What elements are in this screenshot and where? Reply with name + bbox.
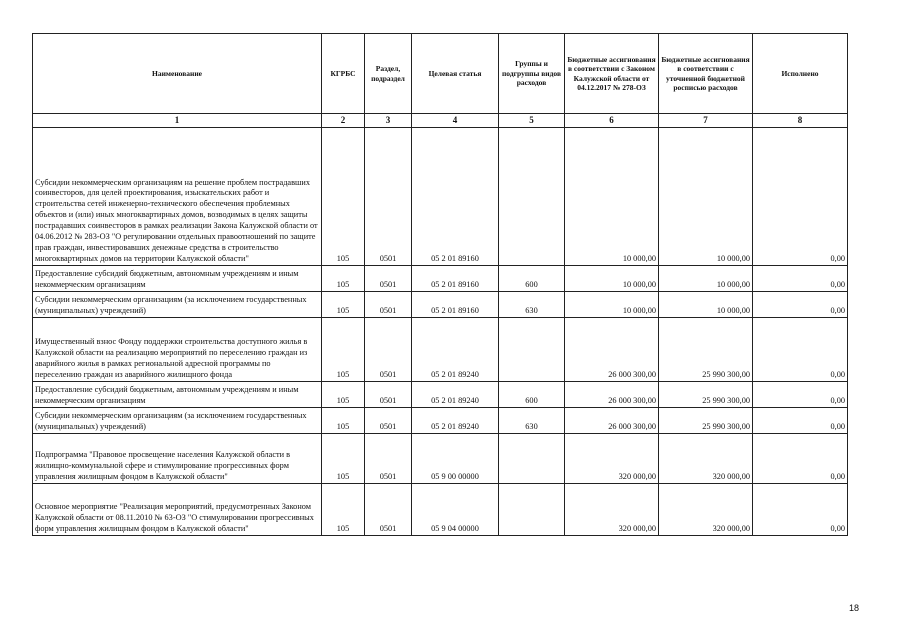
row-name: Предоставление субсидий бюджетным, автономным учреждениям и иным некоммерческим организациям: [33, 266, 322, 292]
row-name: Субсидии некоммерческим организациям (за исключением государственных (муниципальных) учреждений): [33, 408, 322, 434]
row-kgrbs: 105: [322, 382, 365, 408]
row-refined: 25 990 300,00: [659, 382, 753, 408]
row-group: 600: [499, 382, 565, 408]
row-group: [499, 484, 565, 536]
row-kgrbs: 105: [322, 266, 365, 292]
row-executed: 0,00: [753, 484, 848, 536]
table-row: [33, 318, 848, 382]
row-law: 26 000 300,00: [565, 318, 659, 382]
row-section: 0501: [365, 318, 412, 382]
row-refined: 320 000,00: [659, 484, 753, 536]
row-law: 26 000 300,00: [565, 382, 659, 408]
row-kgrbs: 105: [322, 408, 365, 434]
row-section: 0501: [365, 434, 412, 484]
row-law: 26 000 300,00: [565, 408, 659, 434]
row-refined: 10 000,00: [659, 292, 753, 318]
row-kgrbs: 105: [322, 434, 365, 484]
row-group: 600: [499, 266, 565, 292]
row-executed: 0,00: [753, 292, 848, 318]
header-budget-refined: Бюджетные ассигнования в соответствии с уточненной бюджетной росписью расходов: [659, 34, 753, 114]
table-row: [33, 408, 848, 434]
row-kgrbs: 105: [322, 484, 365, 536]
row-executed: 0,00: [753, 408, 848, 434]
row-refined: 25 990 300,00: [659, 318, 753, 382]
row-kgrbs: 105: [322, 318, 365, 382]
row-executed: 0,00: [753, 318, 848, 382]
row-refined: 10 000,00: [659, 266, 753, 292]
row-group: 630: [499, 292, 565, 318]
header-executed: Исполнено: [753, 34, 848, 114]
row-section: 0501: [365, 382, 412, 408]
col-number: 1: [33, 114, 322, 128]
row-name: Субсидии некоммерческим организациям на решение проблем пострадавших соинвесторов, для целей проектирования, изыскательских работ и строительства сетей инженерно-технического обеспечения проблемных объектов и (или) иных многоквартирных домов, возводимых в целях защиты пострадавших соинвесторов в рамках реализации Закона Калужской области от 04.06.2012 № 283-ОЗ "О регулировании отдельных правоотношений по защите прав граждан, инвестировавших денежные средства в строительство многоквартирных домов на территории Калужской области": [33, 128, 322, 266]
table-row: [33, 128, 848, 266]
row-refined: 10 000,00: [659, 128, 753, 266]
header-budget-law: Бюджетные ассигнования в соответствии с Законом Калужской области от 04.12.2017 № 278-ОЗ: [565, 34, 659, 114]
row-kgrbs: 105: [322, 128, 365, 266]
budget-table: [32, 33, 848, 536]
table-row: [33, 484, 848, 536]
header-section: Раздел, подраздел: [365, 34, 412, 114]
col-number: 4: [412, 114, 499, 128]
row-section: 0501: [365, 292, 412, 318]
row-section: 0501: [365, 484, 412, 536]
row-target: 05 9 04 00000: [412, 484, 499, 536]
header-kgrbs: КГРБС: [322, 34, 365, 114]
row-law: 10 000,00: [565, 128, 659, 266]
header-target: Целевая статья: [412, 34, 499, 114]
header-row: [33, 34, 848, 114]
row-law: 10 000,00: [565, 292, 659, 318]
table-row: [33, 266, 848, 292]
row-target: 05 2 01 89240: [412, 318, 499, 382]
row-law: 10 000,00: [565, 266, 659, 292]
column-number-row: [33, 114, 848, 128]
header-name: Наименование: [33, 34, 322, 114]
row-name: Основное мероприятие "Реализация мероприятий, предусмотренных Законом Калужской области от 08.11.2010 № 63-ОЗ "О стимулировании прогрессивных форм управления жилищным фондом в Калужской области": [33, 484, 322, 536]
table-row: [33, 434, 848, 484]
row-law: 320 000,00: [565, 484, 659, 536]
table-row: [33, 382, 848, 408]
row-executed: 0,00: [753, 128, 848, 266]
row-group: [499, 318, 565, 382]
row-target: 05 2 01 89160: [412, 292, 499, 318]
row-name: Подпрограмма "Правовое просвещение населения Калужской области в жилищно-коммунальной сфере и стимулирование прогрессивных форм управления жилищным фондом в Калужской области": [33, 434, 322, 484]
row-name: Имущественный взнос Фонду поддержки строительства доступного жилья в Калужской области на реализацию мероприятий по переселению граждан из аварийного жилья в рамках региональной адресной программы по переселению граждан из аварийного жилищного фонда: [33, 318, 322, 382]
row-section: 0501: [365, 266, 412, 292]
col-number: 5: [499, 114, 565, 128]
row-executed: 0,00: [753, 266, 848, 292]
row-target: 05 2 01 89160: [412, 266, 499, 292]
row-group: [499, 434, 565, 484]
row-target: 05 2 01 89160: [412, 128, 499, 266]
col-number: 8: [753, 114, 848, 128]
row-group: 630: [499, 408, 565, 434]
row-name: Субсидии некоммерческим организациям (за исключением государственных (муниципальных) учреждений): [33, 292, 322, 318]
row-name: Предоставление субсидий бюджетным, автономным учреждениям и иным некоммерческим организациям: [33, 382, 322, 408]
table-row: [33, 292, 848, 318]
row-target: 05 9 00 00000: [412, 434, 499, 484]
col-number: 6: [565, 114, 659, 128]
row-law: 320 000,00: [565, 434, 659, 484]
page-number: 18: [848, 603, 859, 613]
row-section: 0501: [365, 128, 412, 266]
header-groups: Группы и подгруппы видов расходов: [499, 34, 565, 114]
row-target: 05 2 01 89240: [412, 382, 499, 408]
row-executed: 0,00: [753, 434, 848, 484]
col-number: 2: [322, 114, 365, 128]
row-target: 05 2 01 89240: [412, 408, 499, 434]
row-section: 0501: [365, 408, 412, 434]
row-refined: 320 000,00: [659, 434, 753, 484]
row-group: [499, 128, 565, 266]
row-executed: 0,00: [753, 382, 848, 408]
col-number: 3: [365, 114, 412, 128]
row-kgrbs: 105: [322, 292, 365, 318]
col-number: 7: [659, 114, 753, 128]
row-refined: 25 990 300,00: [659, 408, 753, 434]
